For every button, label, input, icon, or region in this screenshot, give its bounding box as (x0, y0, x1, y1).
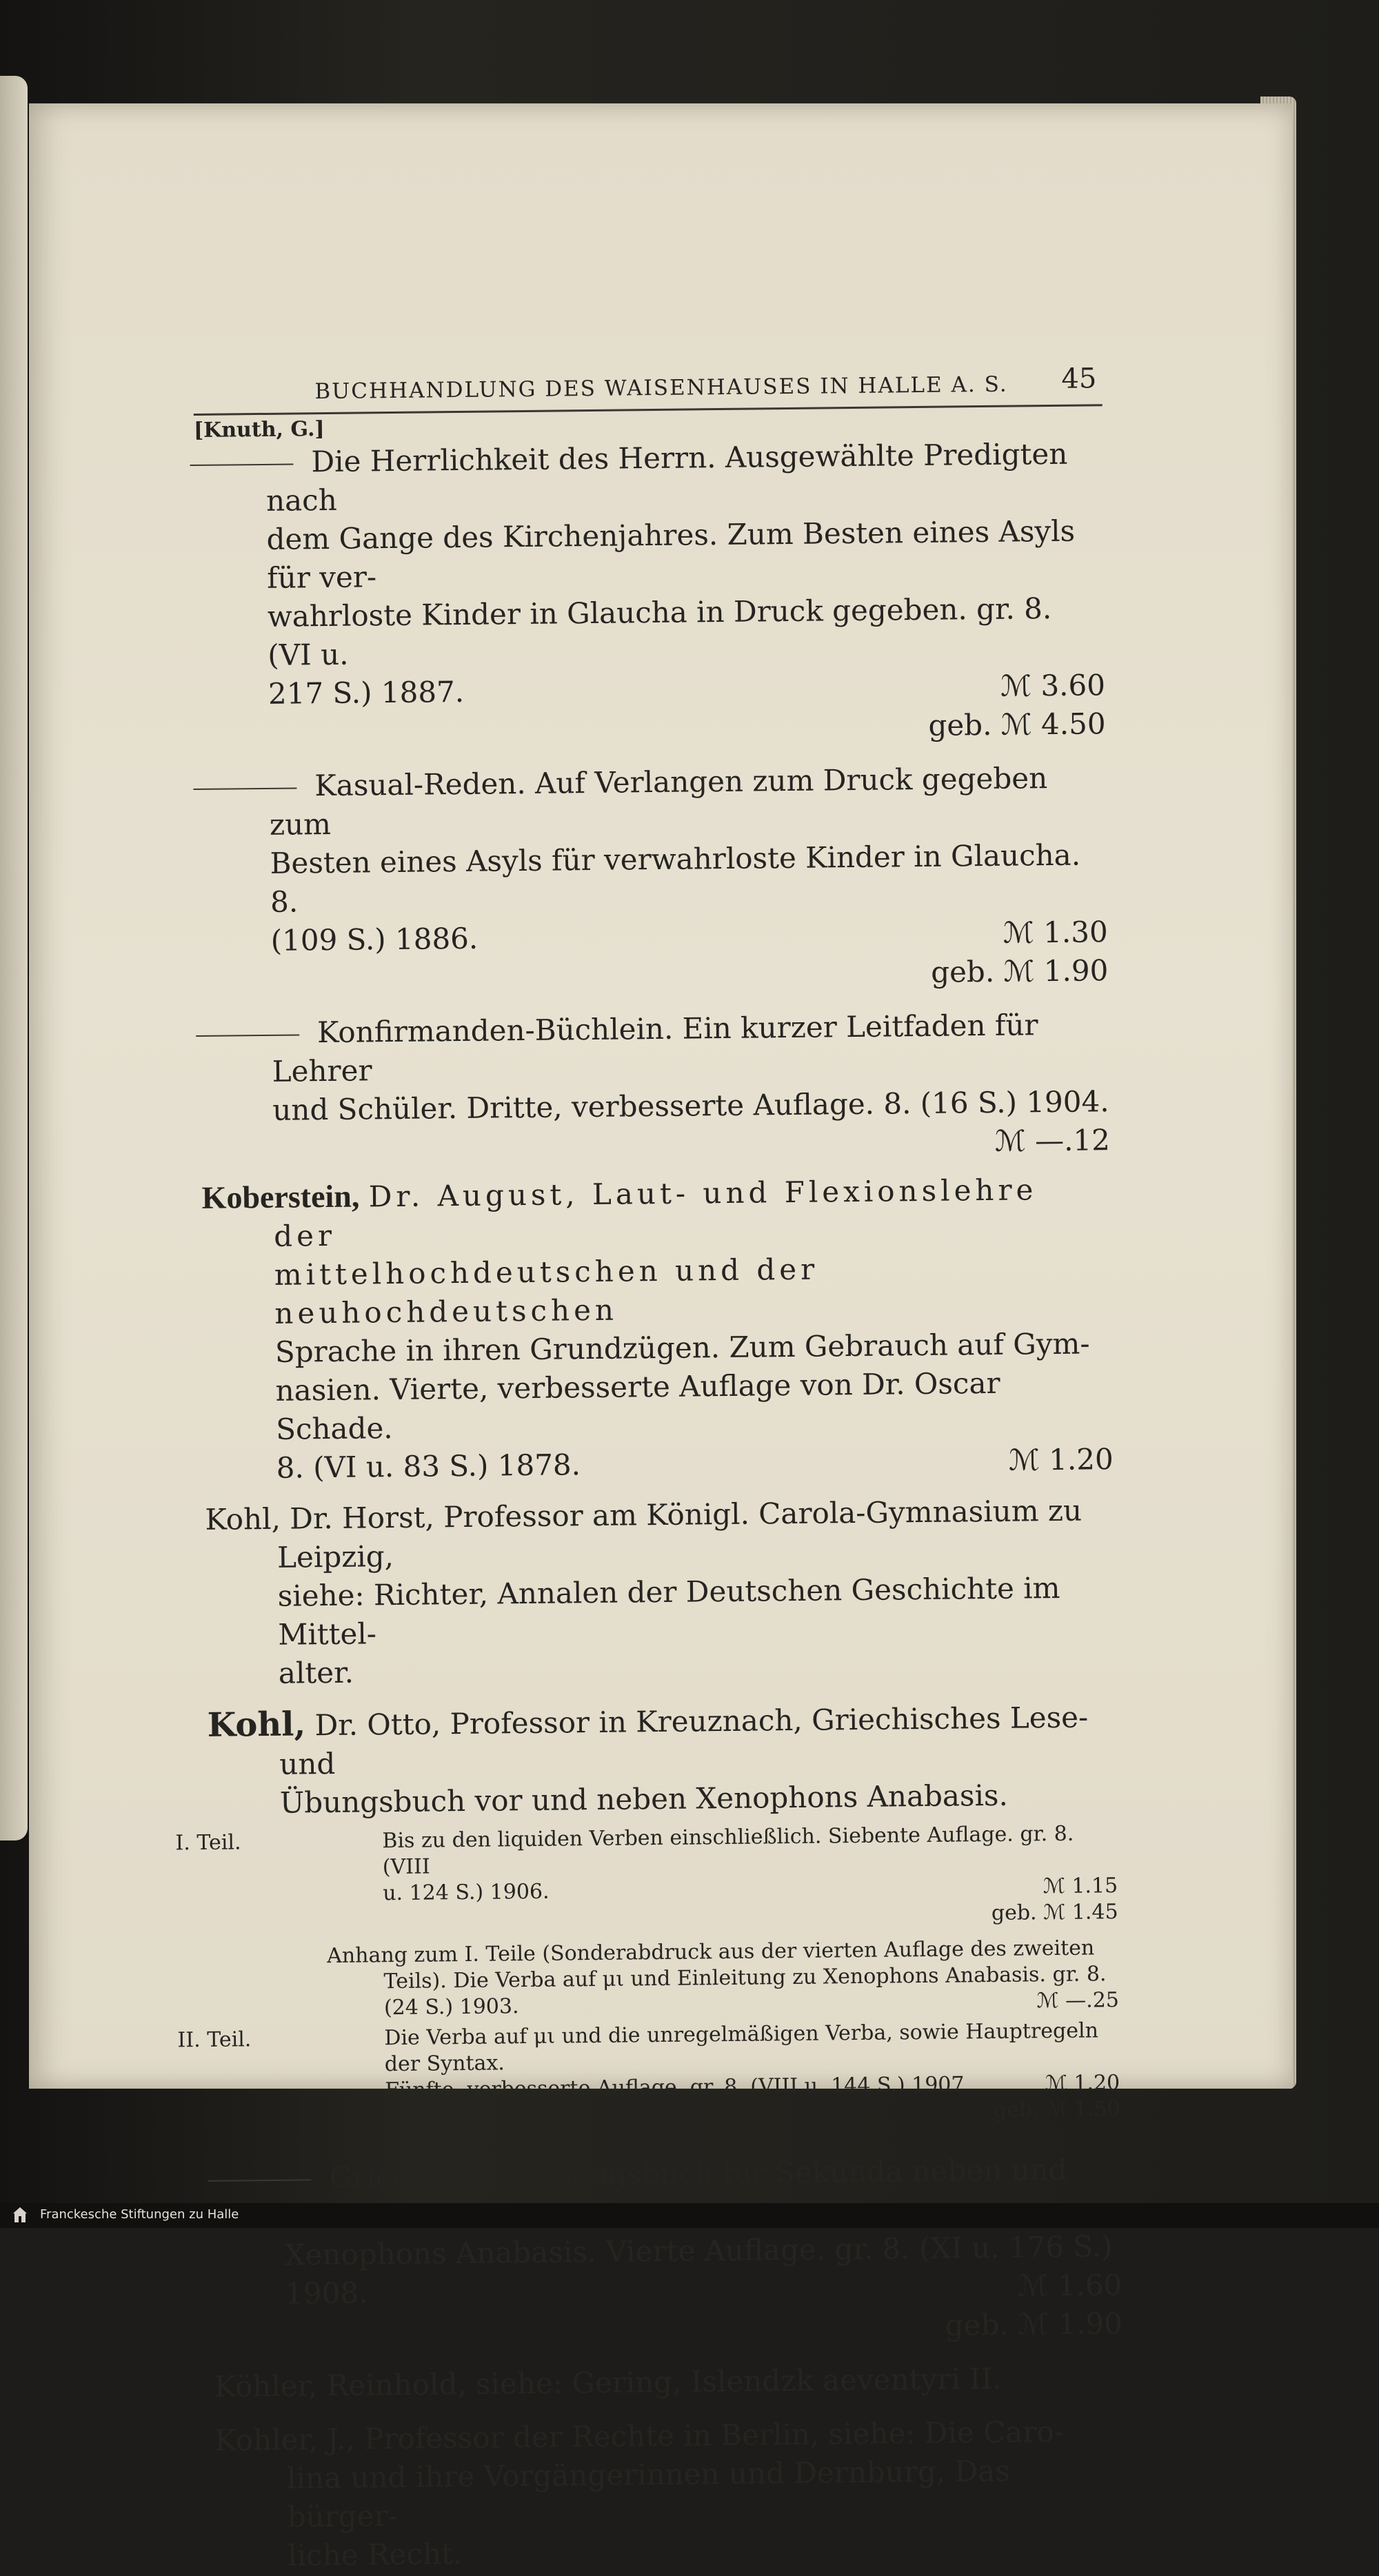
catalog-entry (197, 758, 1108, 1000)
part-line: Bis zu den liquiden Verben einschließlich. Siebente Auflage. gr. 8. (VIII (382, 1821, 1074, 1880)
footer-credit: Franckesche Stiftungen zu Halle (40, 2207, 239, 2222)
entry-author: Kohl, (207, 1705, 306, 1745)
part-label: II. Teil. (177, 2027, 252, 2053)
price-bound: geb. ℳ 1.90 (945, 2306, 1123, 2342)
part-line: Anhang zum I. Teile (Sonderabdruck aus der vierten Auflage des zweiten (326, 1936, 1095, 1969)
running-author: [Knuth, G.] (193, 417, 325, 443)
running-header (193, 356, 1103, 416)
entry-line: und Schüler. Dritte, verbesserte Auflage. 8. (16 S.) 1904. (272, 1084, 1109, 1127)
page-number: 45 (1061, 363, 1097, 395)
entry-line: lina und ihre Vorgängerinnen und Dernburg, Das bürger- (286, 2453, 1010, 2534)
entry-line: mittelhochdeutschen und der neuhochdeutschen (274, 1252, 819, 1330)
price: ℳ —.12 (994, 1123, 1111, 1158)
sub-part (177, 2018, 1120, 2132)
catalog-entry (214, 2412, 1125, 2576)
price: ℳ 1.20 (1045, 2071, 1120, 2096)
price: ℳ 3.60 (1000, 668, 1106, 703)
entry-line: Köhler, Reinhold, siehe: Gering, Islendzk aeventyri II. (214, 2361, 1002, 2404)
entry-line: Besten eines Asyls für verwahrloste Kinder in Glaucha. 8. (270, 838, 1081, 919)
entry-line: siehe: Richter, Annalen der Deutschen Geschichte im Mittel- (277, 1570, 1060, 1652)
entry-line: alter. (278, 1655, 354, 1690)
entry-line: Die Herrlichkeit des Herrn. Ausgewählte Predigten nach (265, 436, 1068, 518)
entry-line: Griechisches Übungsbuch für Sekunda neben und (329, 2152, 1067, 2195)
sub-part (210, 1935, 1119, 2023)
price: ℳ 1.15 (1043, 1874, 1118, 1899)
part-label: I. Teil. (175, 1830, 241, 1856)
catalog-entry (200, 1005, 1110, 1169)
entry-line: Übungsbuch vor und neben Xenophons Anabasis. (279, 1778, 1009, 1820)
entry-line: wahrloste Kinder in Glaucha in Druck gegeben. gr. 8. (VI u. (267, 591, 1052, 672)
price-bound: geb. ℳ 1.50 (993, 2097, 1120, 2122)
price-bound: geb. ℳ 1.45 (991, 1900, 1118, 1925)
footer-bar (0, 2203, 1379, 2228)
part-line: Fünfte, verbesserte Auflage. gr. 8. (VIII u. 144 S.) 1907. (385, 2072, 972, 2103)
price: ℳ 1.60 (1017, 2268, 1123, 2303)
sub-part (175, 1821, 1118, 1935)
price-bound: geb. ℳ 4.50 (928, 707, 1106, 742)
catalog-entry (212, 2150, 1123, 2353)
part-line: Teils). Die Verba auf μι und Einleitung zu Xenophons Anabasis. gr. 8. (383, 1962, 1107, 1994)
entry-line: nasien. Vierte, verbesserte Auflage von Dr. Oscar Schade. (275, 1366, 1000, 1446)
entry-line: Kohl, Dr. Horst, Professor am Königl. Carola-Gymnasium zu Leipzig, (205, 1493, 1083, 1574)
entry-line: Xenophons Anabasis. Vierte Auflage. gr. 8. (XI u. 176 S.) (284, 2229, 1113, 2272)
catalog-entry (205, 1491, 1116, 1694)
entry-line: (109 S.) 1886. (270, 921, 479, 957)
entry-line: 217 S.) 1887. (268, 674, 465, 711)
part-line: Die Verba auf μι und die unregelmäßigen Verba, sowie Hauptregeln der Syntax. (384, 2018, 1099, 2077)
entry-line: Sprache in ihren Grundzügen. Zum Gebrauch auf Gym- (274, 1326, 1090, 1369)
ditto-dash (208, 2179, 312, 2182)
page-content (175, 356, 1125, 2576)
entry-line: Kohler, J., Professor der Rechte in Berlin, siehe: Die Caro- (214, 2414, 1065, 2457)
entry-line: liche Recht. (288, 2537, 463, 2573)
entry-line: Dr. Otto, Professor in Kreuznach, Griechisches Lese- und (279, 1700, 1089, 1781)
ditto-dash (193, 787, 296, 790)
entry-line: Konfirmanden-Büchlein. Ein kurzer Leitfaden für Lehrer (272, 1008, 1038, 1088)
price: ℳ 1.20 (1008, 1442, 1114, 1477)
price: ℳ —.25 (1036, 1988, 1120, 2014)
ditto-dash (196, 1034, 299, 1037)
part-line: (24 S.) 1903. (383, 1994, 519, 2020)
entry-line: Kasual-Reden. Auf Verlangen zum Druck gegeben zum (269, 761, 1048, 842)
ditto-dash (190, 463, 294, 466)
catalog-entry (214, 2358, 1123, 2406)
entry-line: dem Gange des Kirchenjahres. Zum Besten eines Asyls für ver- (266, 514, 1076, 595)
catalog-entry (175, 1696, 1120, 2132)
catalog-entry (201, 1169, 1114, 1488)
franckesche-logo-icon (12, 2206, 28, 2224)
catalog-entry (194, 434, 1106, 753)
price: ℳ 1.30 (1003, 915, 1108, 950)
entry-author: Koberstein, (201, 1178, 360, 1215)
entry-line: Dr. August, Laut- und Flexionslehre der (273, 1173, 1038, 1253)
entry-line: 1908. (285, 2275, 368, 2311)
part-line: u. 124 S.) 1906. (383, 1879, 550, 1906)
entry-line: 8. (VI u. 83 S.) 1878. (276, 1448, 581, 1485)
header-title: BUCHHANDLUNG DES WAISENHAUSES IN HALLE A. S. (314, 372, 1008, 405)
previous-page-edge (0, 76, 28, 1840)
price-bound: geb. ℳ 1.90 (930, 953, 1109, 989)
